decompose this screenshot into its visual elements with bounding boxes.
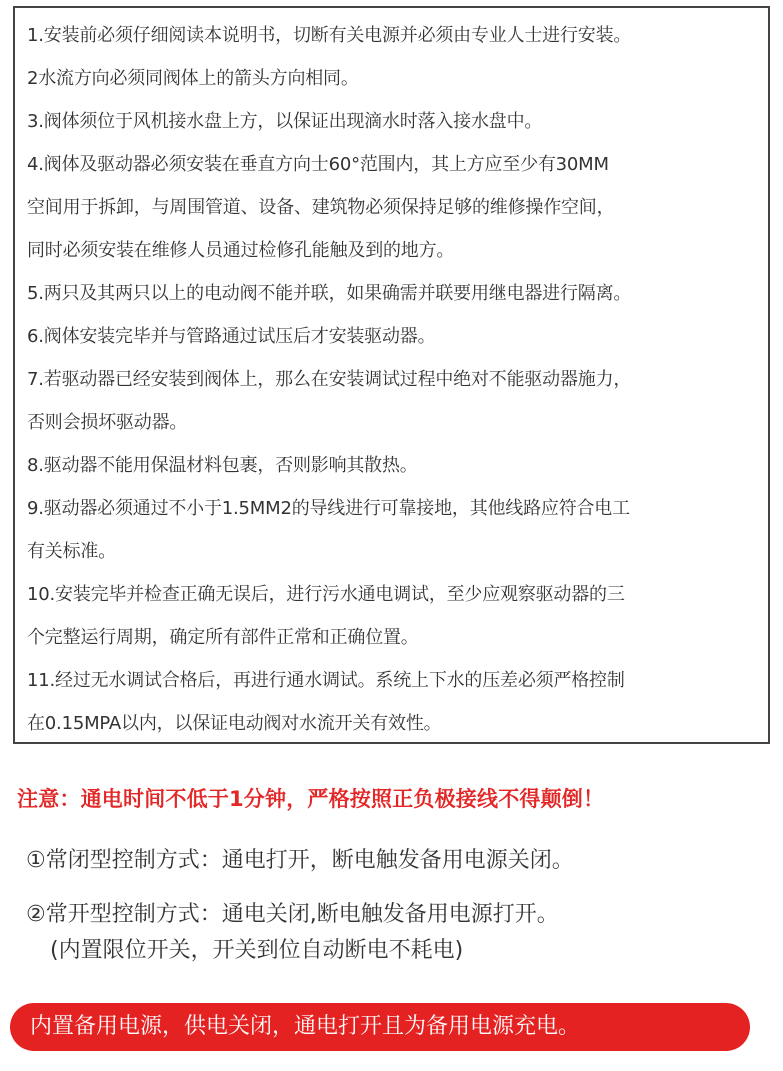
instruction-line: 7.若驱动器已经安装到阀体上，那么在安装调试过程中绝对不能驱动器施力，: [27, 369, 632, 390]
instruction-line: 空间用于拆卸，与周围管道、设备、建筑物必须保持足够的维修操作空间，: [27, 197, 615, 218]
normally-open-mode: ②常开型控制方式：通电关闭,断电触发备用电源打开。: [26, 902, 559, 927]
instruction-line: 6.阀体安装完毕并与管路通过试压后才安装驱动器。: [27, 326, 436, 347]
instruction-line: 9.驱动器必须通过不小于1.5MM2的导线进行可靠接地，其他线路应符合电工: [27, 498, 630, 519]
instruction-line: 3.阀体须位于风机接水盘上方，以保证出现滴水时落入接水盘中。: [27, 111, 543, 132]
normally-closed-mode: ①常闭型控制方式：通电打开，断电触发备用电源关闭。: [26, 848, 574, 873]
instruction-line: 8.驱动器不能用保温材料包裹，否则影响其散热。: [27, 455, 418, 476]
power-notice: 注意：通电时间不低于1分钟，严格按照正负极接线不得颠倒！: [17, 787, 605, 811]
instruction-line: 11.经过无水调试合格后，再进行通水调试。系统上下水的压差必须严格控制: [27, 670, 625, 691]
instruction-line: 否则会损坏驱动器。: [27, 412, 188, 433]
instruction-line: 1.安装前必须仔细阅读本说明书，切断有关电源并必须由专业人士进行安装。: [27, 25, 632, 46]
instruction-line: 在0.15MPA以内，以保证电动阀对水流开关有效性。: [27, 713, 442, 734]
instruction-line: 4.阀体及驱动器必须安装在垂直方向士60°范围内，其上方应至少有30MM: [27, 154, 609, 175]
instruction-line: 2水流方向必须同阀体上的箭头方向相同。: [27, 68, 359, 89]
backup-power-banner: 内置备用电源，供电关闭，通电打开且为备用电源充电。: [10, 1003, 750, 1051]
instructions-box: [13, 6, 770, 744]
instruction-line: 5.两只及其两只以上的电动阀不能并联，如果确需并联要用继电器进行隔离。: [27, 283, 632, 304]
limit-switch-note: (内置限位开关，开关到位自动断电不耗电): [50, 938, 464, 963]
instruction-line: 10.安装完毕并检查正确无误后，进行污水通电调试，至少应观察驱动器的三: [27, 584, 625, 605]
instruction-line: 有关标准。: [27, 541, 116, 562]
instruction-line: 同时必须安装在维修人员通过检修孔能触及到的地方。: [27, 240, 455, 261]
instruction-line: 个完整运行周期，确定所有部件正常和正确位置。: [27, 627, 419, 648]
